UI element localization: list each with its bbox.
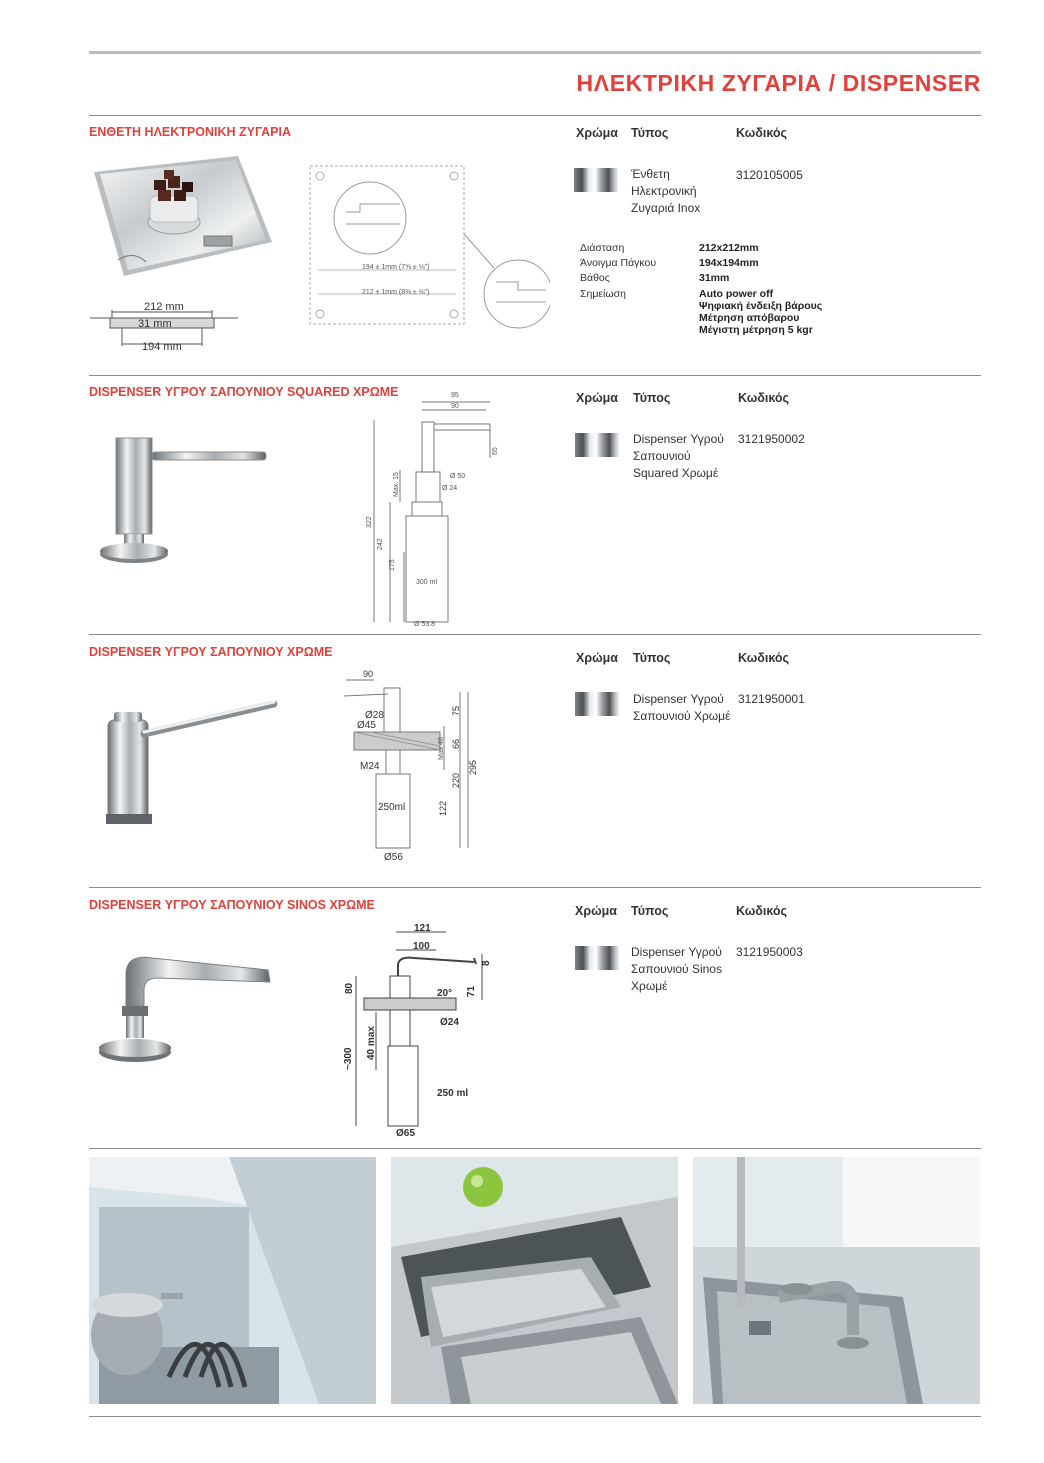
- drawing-dimension: 40 max: [366, 1026, 377, 1060]
- scale-photo: [88, 150, 278, 300]
- kitchen-photo-right: [693, 1157, 980, 1404]
- spec-value: 194x194mm: [699, 257, 759, 269]
- drawing-dimension: 250ml: [378, 802, 406, 813]
- drawing-dimension: 242: [377, 538, 384, 550]
- spec-label: Βάθος: [580, 272, 610, 284]
- scale-cutout-drawing: [300, 162, 550, 342]
- spec-value-notes: Auto power off Ψηφιακή ένδειξη βάρους Μέτρηση απόβαρου Μέγιστη μέτρηση 5 kgr: [699, 288, 823, 336]
- spec-label: Σημείωση: [580, 288, 626, 300]
- drawing-dimension: 65: [492, 447, 499, 455]
- column-header-type: Τύπος: [631, 904, 669, 918]
- page-title: ΗΛΕΚΤΡΙΚΗ ΖΥΓΑΡΙΑ / DISPENSER: [576, 70, 981, 96]
- dimension-label: 31 mm: [138, 318, 172, 330]
- column-header-color: Χρώμα: [576, 651, 618, 665]
- drawing-dimension: 121: [414, 923, 431, 934]
- drawing-dimension: Max 48: [438, 737, 445, 760]
- drawing-dimension: 71: [466, 985, 477, 997]
- drawing-dimension: Ø 53.8: [414, 621, 436, 628]
- column-header-type: Τύπος: [631, 126, 669, 140]
- spec-value: 212x212mm: [699, 242, 759, 254]
- drawing-dimension: 194 ± 1mm (7⅝ ± ⅛"): [362, 264, 430, 271]
- drawing-dimension: 322: [366, 516, 373, 528]
- kitchen-photo-left: [89, 1157, 376, 1404]
- spec-label: Διάσταση: [580, 242, 625, 254]
- drawing-dimension: 90: [363, 669, 374, 679]
- squared-dispenser-drawing: [360, 392, 510, 630]
- chrome-color-swatch: [575, 946, 619, 970]
- product-type: Dispenser Υγρού Σαπουνιού Squared Χρωμέ: [633, 432, 724, 480]
- drawing-dimension: Ø56: [384, 852, 403, 863]
- sinos-dispenser-photo: [92, 940, 278, 1074]
- sinos-dispenser-drawing: [336, 920, 506, 1140]
- product-code: 3120105005: [736, 168, 803, 182]
- dimension-label: 212 mm: [144, 301, 184, 313]
- drawing-dimension: 212 ± 1mm (8⅜ ± ⅛"): [362, 289, 430, 296]
- section-divider: [89, 887, 981, 888]
- drawing-dimension: 220: [451, 772, 461, 788]
- drawing-dimension: Ø 50: [450, 473, 466, 480]
- column-header-color: Χρώμα: [575, 904, 617, 918]
- drawing-dimension: Ø 24: [442, 485, 458, 492]
- squared-dispenser-photo: [96, 430, 271, 570]
- section-title-scale: ΕΝΘΕΤΗ ΗΛΕΚΤΡΟΝΙΚΗ ΖΥΓΑΡΙΑ: [89, 125, 292, 139]
- drawing-dimension: Ø28: [365, 710, 384, 721]
- product-type: Dispenser Υγρού Σαπουνιού Χρωμέ: [633, 692, 731, 723]
- top-rule: [89, 51, 981, 54]
- column-header-code: Κωδικός: [736, 126, 788, 140]
- drawing-dimension: Max. 15: [393, 472, 400, 497]
- column-header-code: Κωδικός: [736, 904, 788, 918]
- product-type: Dispenser Υγρού Σαπουνιού Sinos Χρωμέ: [631, 945, 722, 993]
- kitchen-photo-middle: [391, 1157, 678, 1404]
- column-header-code: Κωδικός: [738, 391, 790, 405]
- product-type: Ένθετη Ηλεκτρονική Ζυγαριά Inox: [631, 167, 701, 215]
- drawing-dimension: 295: [468, 759, 478, 775]
- drawing-dimension: 300 ml: [416, 579, 438, 586]
- column-header-type: Τύπος: [633, 651, 671, 665]
- section-title-sinos: DISPENSER ΥΓΡΟΥ ΣΑΠΟΥΝΙΟΥ SINOS ΧΡΩΜΕ: [89, 898, 375, 912]
- drawing-dimension: Ø24: [440, 1017, 459, 1028]
- drawing-dimension: 75: [451, 705, 461, 716]
- product-code: 3121950002: [738, 432, 805, 446]
- drawing-dimension: Ø45: [357, 720, 376, 731]
- drawing-dimension: 250 ml: [437, 1088, 469, 1099]
- chrome-color-swatch: [575, 692, 619, 716]
- product-code: 3121950003: [736, 945, 803, 959]
- section-title-squared: DISPENSER ΥΓΡΟΥ ΣΑΠΟΥΝΙΟΥ SQUARED ΧΡΩΜΕ: [89, 385, 399, 399]
- section-divider: [89, 1148, 981, 1149]
- drawing-dimension: 20°: [437, 988, 453, 999]
- drawing-dimension: 100: [413, 941, 430, 952]
- section-title-chrome: DISPENSER ΥΓΡΟΥ ΣΑΠΟΥΝΙΟΥ ΧΡΩΜΕ: [89, 645, 333, 659]
- column-header-color: Χρώμα: [576, 391, 618, 405]
- chrome-color-swatch: [574, 168, 618, 192]
- drawing-dimension: 175: [389, 559, 396, 571]
- product-code: 3121950001: [738, 692, 805, 706]
- chrome-dispenser-photo: [100, 696, 280, 828]
- spec-value: 31mm: [699, 272, 730, 284]
- dimension-label: 194 mm: [142, 341, 182, 353]
- drawing-dimension: ~300: [343, 1047, 354, 1070]
- drawing-dimension: 66: [451, 738, 461, 749]
- chrome-color-swatch: [575, 433, 619, 457]
- drawing-dimension: 122: [438, 800, 448, 816]
- spec-label: Άνοιγμα Πάγκου: [580, 257, 657, 269]
- section-divider: [89, 375, 981, 376]
- column-header-type: Τύπος: [633, 391, 671, 405]
- section-divider: [89, 1416, 981, 1417]
- column-header-code: Κωδικός: [738, 651, 790, 665]
- column-header-color: Χρώμα: [576, 126, 618, 140]
- drawing-dimension: 80: [344, 982, 355, 994]
- drawing-dimension: 95: [451, 392, 459, 399]
- section-divider: [89, 115, 981, 116]
- section-divider: [89, 634, 981, 635]
- drawing-dimension: 90: [451, 403, 459, 410]
- drawing-dimension: Ø65: [396, 1128, 415, 1139]
- drawing-dimension: 8: [481, 960, 492, 966]
- drawing-dimension: M24: [360, 761, 380, 772]
